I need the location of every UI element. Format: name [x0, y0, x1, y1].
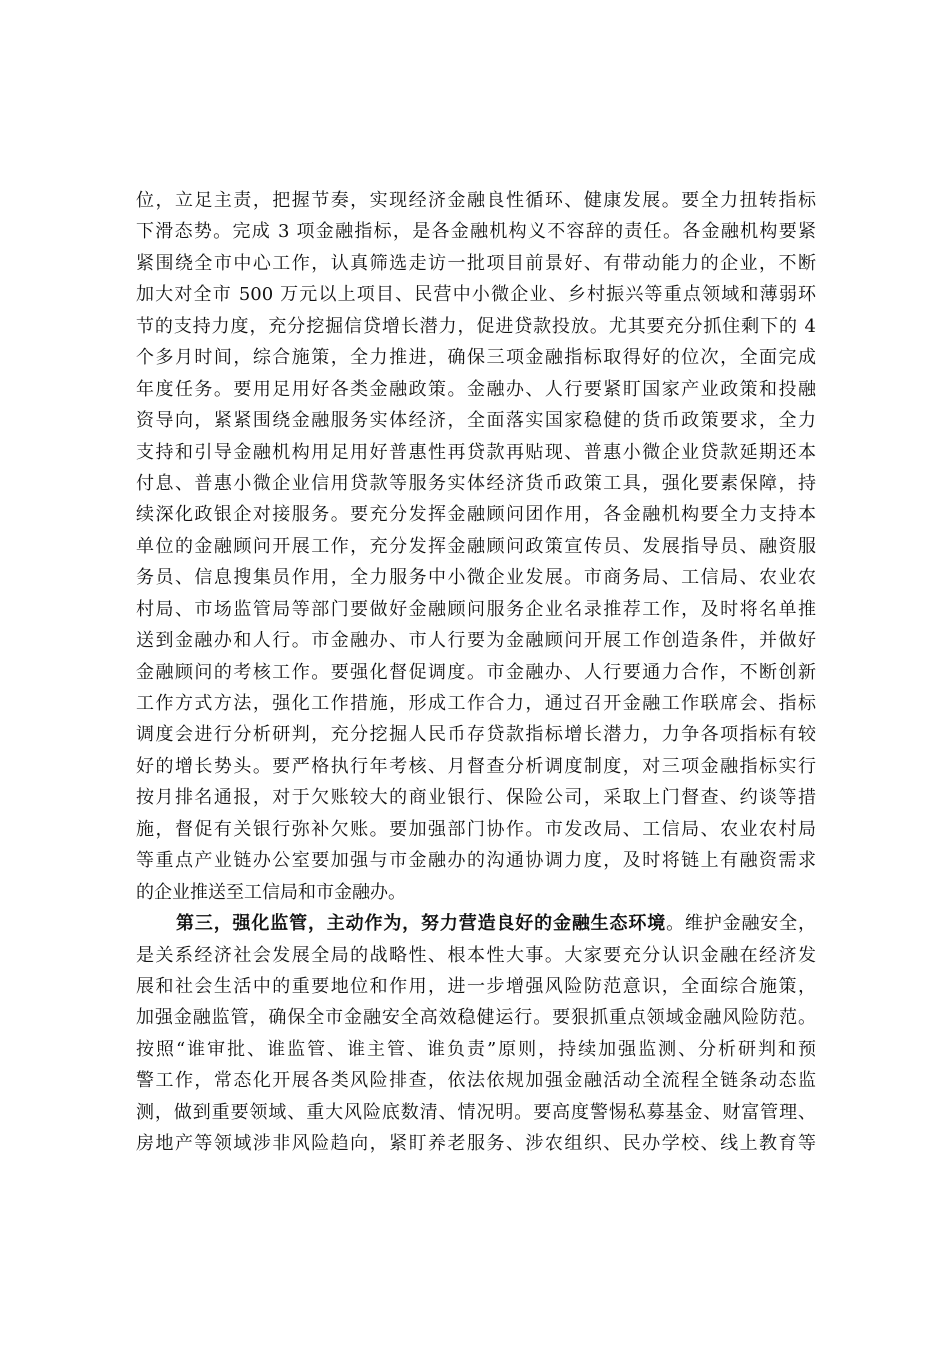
text-line: 房地产等领域涉非风险趋向，紧盯养老服务、涉农组织、民办学校、线上教育等 [136, 1133, 816, 1155]
text-line: 节的支持力度，充分挖掘信贷增长潜力，促进贷款投放。尤其要充分抓住剩下的 4 [136, 315, 816, 337]
text-line: 单位的金融顾问开展工作，充分发挥金融顾问政策宣传员、发展指导员、融资服 [136, 535, 816, 557]
text-line: 支持和引导金融机构用足用好普惠性再贷款再贴现、普惠小微企业贷款延期还本 [136, 441, 816, 463]
text-line: 金融顾问的考核工作。要强化督促调度。市金融办、人行要通力合作，不断创新 [136, 661, 816, 683]
text-line: 是关系经济社会发展全局的战略性、根本性大事。大家要充分认识金融在经济发 [136, 944, 816, 966]
text-line: 送到金融办和人行。市金融办、市人行要为金融顾问开展工作创造条件，并做好 [136, 630, 816, 652]
text-line: 资导向，紧紧围绕金融服务实体经济，全面落实国家稳健的货币政策要求，全力 [136, 410, 816, 432]
paragraph-financial-indicators [136, 185, 816, 908]
document-body [136, 185, 816, 1160]
text-line: 施，督促有关银行弥补欠账。要加强部门协作。市发改局、工信局、农业农村局 [136, 818, 816, 840]
text-line: 付息、普惠小微企业信用贷款等服务实体经济货币政策工具，强化要素保障，持 [136, 472, 816, 494]
text-line: 下滑态势。完成 3 项金融指标，是各金融机构义不容辞的责任。各金融机构要紧 [136, 221, 816, 243]
paragraph-financial-supervision [136, 908, 816, 1160]
text-line: 务员、信息搜集员作用，全力服务中小微企业发展。市商务局、工信局、农业农 [136, 567, 816, 589]
text-line: 的企业推送至工信局和市金融办。 [136, 881, 406, 903]
text-line: 等重点产业链办公室要加强与市金融办的沟通协调力度，及时将链上有融资需求 [136, 850, 816, 872]
text-line: 村局、市场监管局等部门要做好金融顾问服务企业名录推荐工作，及时将名单推 [136, 598, 816, 620]
text-line: 紧围绕全市中心工作，认真筛选走访一批项目前景好、有带动能力的企业，不断 [136, 252, 816, 274]
text-line: 按照“谁审批、谁监管、谁主管、谁负责”原则，持续加强监测、分析研判和预 [136, 1038, 816, 1060]
heading-trailing-text: 。维护金融安全， [666, 913, 817, 935]
section-heading: 第三，强化监管，主动作为，努力营造良好的金融生态环境 [176, 913, 667, 935]
text-line: 工作方式方法，强化工作措施，形成工作合力，通过召开金融工作联席会、指标 [136, 693, 816, 714]
text-line: 年度任务。要用足用好各类金融政策。金融办、人行要紧盯国家产业政策和投融 [136, 378, 816, 400]
text-line: 好的增长势头。要严格执行年考核、月督查分析调度制度，对三项金融指标实行 [136, 755, 816, 777]
text-line: 调度会进行分析研判，充分挖掘人民币存贷款指标增长潜力，力争各项指标有较 [136, 724, 816, 746]
text-line: 加大对全市 500 万元以上项目、民营中小微企业、乡村振兴等重点领域和薄弱环 [136, 284, 816, 306]
text-line: 个多月时间，综合施策，全力推进，确保三项金融指标取得好的位次，全面完成 [136, 347, 816, 369]
text-line: 续深化政银企对接服务。要充分发挥金融顾问团作用，各金融机构要全力支持本 [136, 504, 816, 526]
text-line: 测，做到重要领域、重大风险底数清、情况明。要高度警惕私募基金、财富管理、 [136, 1101, 816, 1123]
text-line: 加强金融监管，确保全市金融安全高效稳健运行。要狠抓重点领域金融风险防范。 [136, 1007, 816, 1029]
paragraph-first-line [136, 908, 816, 939]
text-line: 警工作，常态化开展各类风险排查，依法依规加强金融活动全流程全链条动态监 [136, 1070, 816, 1092]
text-line: 位，立足主责，把握节奏，实现经济金融良性循环、健康发展。要全力扭转指标 [136, 190, 816, 211]
text-line: 按月排名通报，对于欠账较大的商业银行、保险公司，采取上门督查、约谈等措 [136, 787, 816, 809]
text-line: 展和社会生活中的重要地位和作用，进一步增强风险防范意识，全面综合施策， [136, 975, 816, 997]
